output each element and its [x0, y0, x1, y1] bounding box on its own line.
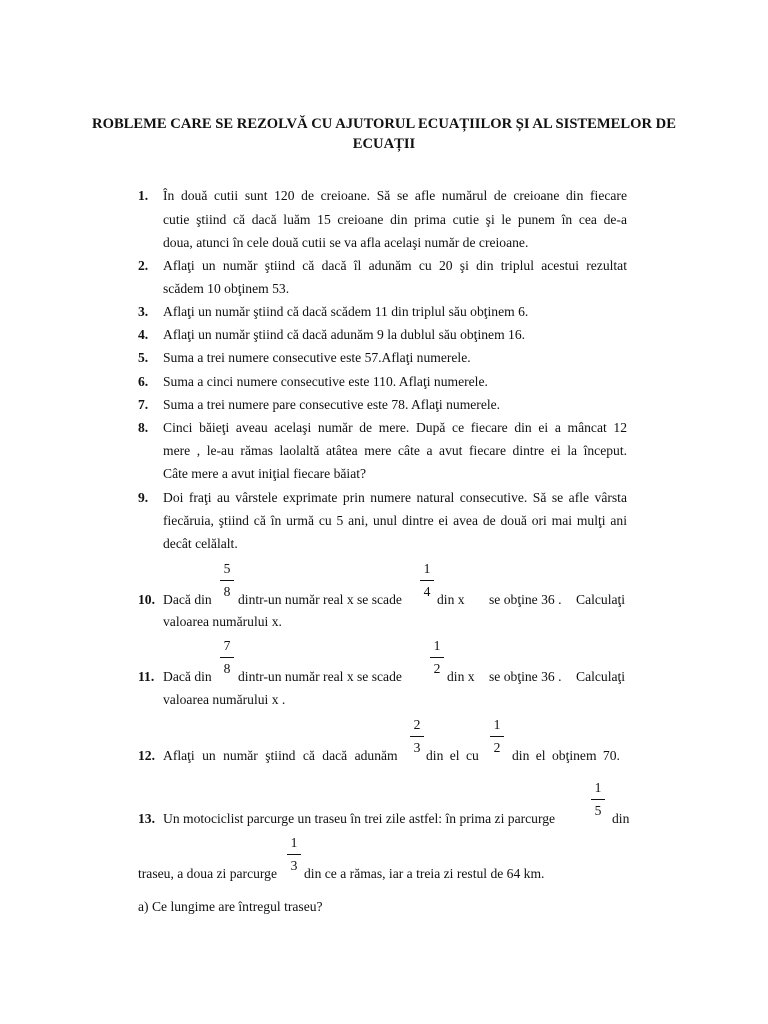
- problem-text-line: mere , le-au rămas laolaltă atâtea mere câte a avut fiecare dintre ei la început.: [163, 443, 627, 458]
- problem-text-line: Suma a trei numere consecutive este 57.Aflaţi numerele.: [163, 350, 471, 365]
- problem-number: 8.: [138, 420, 149, 435]
- problem-text-line: decât celălalt.: [163, 536, 238, 551]
- problem-number: 10.: [138, 592, 155, 607]
- fraction-denominator: 3: [290, 858, 298, 873]
- problem-number: 12.: [138, 748, 155, 763]
- problem-text: din x: [447, 669, 475, 684]
- problem-text-line: Cinci băieţi aveau acelaşi număr de mere. După ce fiecare din ei a mâncat 12: [163, 420, 627, 435]
- problem-text-line: Câte mere a avut iniţial fiecare băiat?: [163, 466, 367, 481]
- fraction-denominator: 2: [493, 740, 501, 755]
- problem-text: valoarea numărului x .: [163, 692, 286, 707]
- fraction-denominator: 4: [423, 584, 431, 599]
- problem-number: 2.: [138, 258, 149, 273]
- problem-subquestion: a) Ce lungime are întregul traseu?: [138, 899, 323, 914]
- problem-text-line: fiecăruia, ştiind că în urmă cu 5 ani, unul dintre ei avea de două ori mai mulţi ani: [163, 513, 627, 528]
- fraction-bar: [410, 736, 424, 737]
- fraction-numerator: 5: [223, 561, 231, 576]
- fraction: [588, 779, 608, 820]
- problem-text: din el obţinem 70.: [512, 748, 620, 763]
- problem-text-line: Aflaţi un număr ştiind că dacă scădem 11 din triplul său obţinem 6.: [163, 304, 529, 319]
- problem-text: Calculaţi: [576, 669, 626, 684]
- fraction-numerator: 1: [423, 561, 431, 576]
- fraction: [427, 637, 447, 678]
- fraction-numerator: 1: [594, 780, 602, 795]
- problem-number: 7.: [138, 397, 149, 412]
- fraction-numerator: 1: [493, 717, 501, 732]
- fraction: [407, 716, 427, 757]
- problem-text-line: Suma a cinci numere consecutive este 110. Aflaţi numerele.: [163, 374, 488, 389]
- problem-number: 3.: [138, 304, 149, 319]
- problem-text: Aflaţi un număr ştiind că dacă adunăm: [163, 748, 398, 763]
- problem-text: valoarea numărului x.: [163, 614, 282, 629]
- problem-text: se obţine 36 .: [489, 669, 562, 684]
- problem-text-line: În două cutii sunt 120 de creioane. Să se afle numărul de creioane din fiecare: [163, 188, 627, 203]
- problem-text: din x: [437, 592, 465, 607]
- problem-text: Dacă din: [163, 669, 212, 684]
- fraction-denominator: 5: [594, 803, 602, 818]
- page-title: ROBLEME CARE SE REZOLVĂ CU AJUTORUL ECUAȚIILOR ȘI AL SISTEMELOR DE ECUAȚII: [92, 116, 676, 152]
- fraction-bar: [220, 580, 234, 581]
- problem-text: Calculaţi: [576, 592, 626, 607]
- problem-number: 4.: [138, 327, 149, 342]
- problem-text: din ce a rămas, iar a treia zi restul de 64 km.: [304, 866, 545, 881]
- fraction-denominator: 2: [433, 661, 441, 676]
- fraction-bar: [420, 580, 434, 581]
- problem-text-line: Aflaţi un număr ştiind că dacă îl adunăm cu 20 şi din triplul acestui rezultat: [163, 258, 627, 273]
- fraction-denominator: 8: [223, 584, 231, 599]
- problem-text-line: Doi fraţi au vârstele exprimate prin numere natural consecutive. Să se afle vârsta: [163, 490, 627, 505]
- fraction: [217, 560, 237, 601]
- problem-text: dintr-un număr real x se scade: [238, 592, 402, 607]
- fraction-numerator: 7: [223, 638, 231, 653]
- problem-text-line: cutie ştiind că dacă luăm 15 creioane din prima cutie şi le punem în cea de-a: [163, 212, 627, 227]
- problem-number: 6.: [138, 374, 149, 389]
- problem-text: Dacă din: [163, 592, 212, 607]
- problem-text: dintr-un număr real x se scade: [238, 669, 402, 684]
- fraction-denominator: 3: [413, 740, 421, 755]
- fraction-bar: [430, 657, 444, 658]
- fraction-numerator: 1: [290, 835, 298, 850]
- fraction-denominator: 8: [223, 661, 231, 676]
- fraction-bar: [220, 657, 234, 658]
- problem-number: 5.: [138, 350, 149, 365]
- problem-number: 13.: [138, 811, 155, 826]
- problem-text: din el cu: [426, 748, 479, 763]
- problem-text: din: [612, 811, 630, 826]
- fraction: [417, 560, 437, 601]
- problem-text-line: Suma a trei numere pare consecutive este 78. Aflaţi numerele.: [163, 397, 501, 412]
- problem-text: se obţine 36 .: [489, 592, 562, 607]
- problem-text-line: Aflaţi un număr ştiind că dacă adunăm 9 la dublul său obţinem 16.: [163, 327, 526, 342]
- problem-text-line: doua, atunci în cele două cutii se va afla acelaşi număr de creioane.: [163, 235, 529, 250]
- problem-number: 11.: [138, 669, 155, 684]
- problem-number: 1.: [138, 188, 149, 203]
- fraction-numerator: 2: [413, 717, 421, 732]
- fraction-numerator: 1: [433, 638, 441, 653]
- fraction-bar: [591, 799, 605, 800]
- fraction: [217, 637, 237, 678]
- problem-text: traseu, a doua zi parcurge: [138, 866, 278, 881]
- problem-text: Un motociclist parcurge un traseu în trei zile astfel: în prima zi parcurge: [163, 811, 556, 826]
- problem-number: 9.: [138, 490, 149, 505]
- fraction: [487, 716, 507, 757]
- fraction: [284, 834, 304, 875]
- problem-text-line: scădem 10 obţinem 53.: [163, 281, 290, 296]
- fraction-bar: [490, 736, 504, 737]
- fraction-bar: [287, 854, 301, 855]
